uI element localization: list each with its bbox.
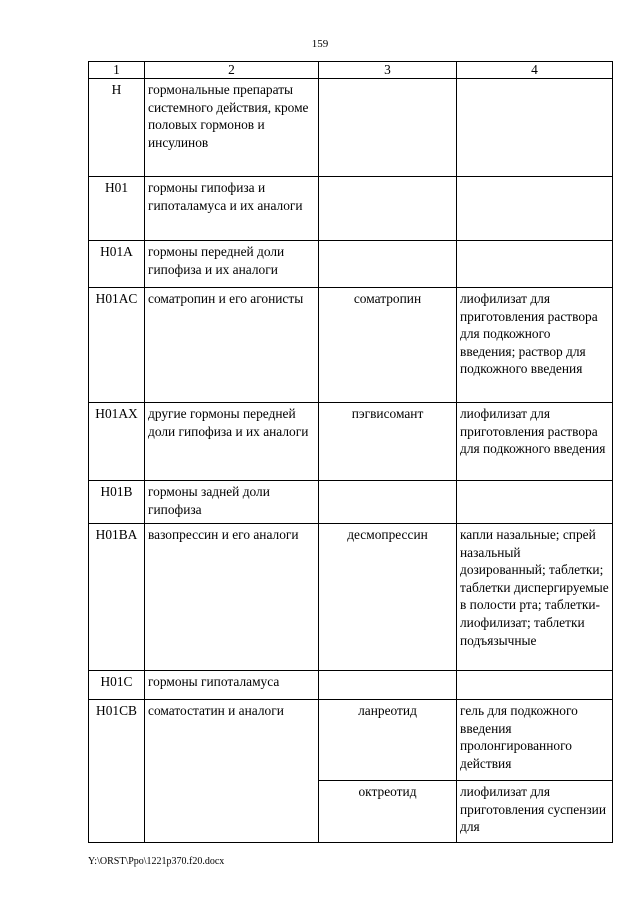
dosage-form-cell [457,481,613,524]
atc-code-cell: H01 [89,177,145,241]
atc-group-cell: гормональные препараты системного действия, кроме половых гормонов и инсулинов [145,79,319,177]
substance-cell [319,671,457,700]
atc-code-cell: H01B [89,481,145,524]
atc-code-cell: H01AX [89,403,145,481]
column-header-1: 1 [89,62,145,79]
atc-code-cell: H01BA [89,524,145,671]
dosage-form-cell [457,177,613,241]
dosage-form-cell: лиофилизат для приготовления раствора для подкожного введения; раствор для подкожного введения [457,288,613,403]
column-header-2: 2 [145,62,319,79]
page-number: 159 [311,38,329,50]
atc-group-cell: гормоны задней доли гипофиза [145,481,319,524]
atc-group-cell: гормоны передней доли гипофиза и их аналоги [145,241,319,288]
substance-cell: октреотид [319,781,457,843]
atc-code-cell: H [89,79,145,177]
dosage-form-cell: лиофилизат для приготовления раствора для подкожного введения [457,403,613,481]
atc-group-cell: гормоны гипоталамуса [145,671,319,700]
substance-cell [319,79,457,177]
column-header-4: 4 [457,62,613,79]
dosage-form-cell [457,671,613,700]
substance-cell: пэгвисомант [319,403,457,481]
table-row [89,288,613,403]
dosage-form-cell: гель для подкожного введения пролонгированного действия [457,700,613,781]
atc-code-cell: H01A [89,241,145,288]
dosage-form-cell [457,241,613,288]
atc-group-cell: соматостатин и аналоги [145,700,319,843]
substance-cell: ланреотид [319,700,457,781]
table-row [89,481,613,524]
drug-table [88,61,613,843]
substance-cell [319,241,457,288]
dosage-form-cell: лиофилизат для приготовления суспензии для [457,781,613,843]
column-header-3: 3 [319,62,457,79]
table-row [89,177,613,241]
atc-code-cell: H01CB [89,700,145,843]
dosage-form-cell [457,79,613,177]
substance-cell: десмопрессин [319,524,457,671]
atc-group-cell: вазопрессин и его аналоги [145,524,319,671]
dosage-form-cell: капли назальные; спрей назальный дозированный; таблетки; таблетки диспергируемые в полости рта; таблетки-лиофилизат; таблетки подъязычные [457,524,613,671]
substance-cell [319,177,457,241]
table-row [89,700,613,781]
table-row [89,79,613,177]
atc-group-cell: другие гормоны передней доли гипофиза и их аналоги [145,403,319,481]
table-header-row [89,62,613,79]
substance-cell: соматропин [319,288,457,403]
atc-group-cell: соматропин и его агонисты [145,288,319,403]
substance-cell [319,481,457,524]
document-path-footer: Y:\ORST\Ppo\1221p370.f20.docx [88,856,225,867]
table-row [89,403,613,481]
atc-group-cell: гормоны гипофиза и гипоталамуса и их аналоги [145,177,319,241]
atc-code-cell: H01C [89,671,145,700]
atc-code-cell: H01AC [89,288,145,403]
table-row [89,241,613,288]
table-row [89,671,613,700]
table-row [89,524,613,671]
